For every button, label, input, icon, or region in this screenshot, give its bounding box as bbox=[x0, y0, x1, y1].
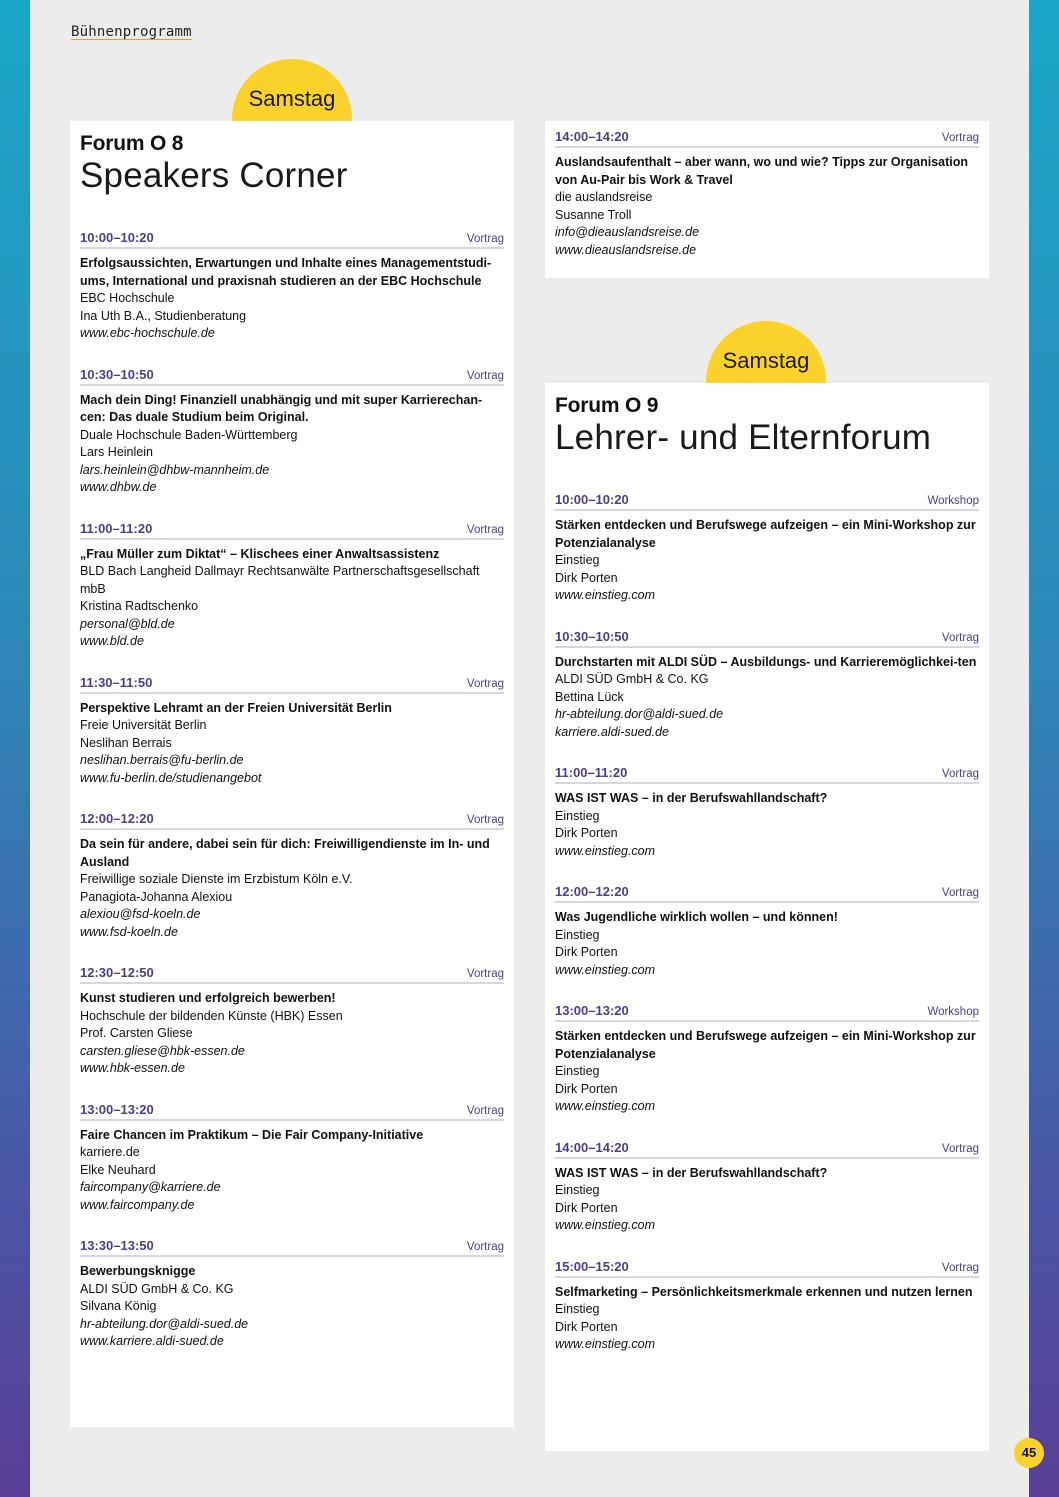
entry-email: faircompany@karriere.de bbox=[80, 1180, 221, 1194]
section-label: Bühnenprogramm bbox=[71, 24, 192, 40]
entry-type: Vortrag bbox=[466, 369, 504, 382]
entry-title: Erfolgsaussichten, Erwartungen und Inhalte eines Managementstudi-ums, International und praxisnah studieren an der EBC Hochschule bbox=[80, 256, 492, 288]
entry-email: info@dieauslandsreise.de bbox=[555, 225, 700, 239]
entry-organization: Einstieg bbox=[555, 808, 600, 823]
entry-organization: BLD Bach Langheid Dallmayr Rechtsanwälte Partnerschaftsgesellschaft mbB bbox=[80, 564, 480, 596]
entry-title: WAS IST WAS – in der Berufswahllandschaft? bbox=[555, 1165, 828, 1180]
entry-time: 14:00–14:20 bbox=[555, 1139, 629, 1155]
entry-speaker: Dirk Porten bbox=[555, 826, 618, 840]
entry-organization: Einstieg bbox=[555, 1302, 600, 1316]
forum8-continued-entries bbox=[555, 129, 979, 259]
program-entry bbox=[80, 965, 504, 1078]
entry-email: lars.heinlein@dhbw-mannheim.de bbox=[80, 462, 270, 477]
program-entry bbox=[80, 1102, 504, 1215]
program-entry bbox=[555, 1259, 979, 1354]
program-entry bbox=[555, 1003, 979, 1116]
entry-organization: Freiwillige soziale Dienste im Erzbistum Köln e.V. bbox=[80, 872, 353, 886]
entry-type: Vortrag bbox=[941, 631, 979, 644]
entry-time: 13:00–13:20 bbox=[555, 1003, 629, 1018]
entry-title: Kunst studieren und erfolgreich bewerben! bbox=[80, 991, 336, 1005]
entry-website: www.bld.de bbox=[80, 634, 144, 648]
entry-header bbox=[80, 230, 504, 249]
program-entry bbox=[80, 675, 504, 788]
entry-organization: Freie Universität Berlin bbox=[80, 718, 207, 732]
entry-organization: Einstieg bbox=[555, 927, 600, 942]
entry-time: 12:30–12:50 bbox=[80, 965, 154, 980]
entry-organization: Duale Hochschule Baden-Württemberg bbox=[80, 427, 298, 442]
program-entry bbox=[80, 521, 504, 651]
entry-website: www.fu-berlin.de/studienangebot bbox=[80, 770, 262, 785]
entry-website: www.fsd-koeln.de bbox=[80, 924, 178, 939]
entry-website: www.einstieg.com bbox=[555, 1337, 656, 1351]
entry-speaker: Dirk Porten bbox=[555, 1319, 618, 1334]
entry-email: carsten.gliese@hbk-essen.de bbox=[80, 1043, 245, 1058]
entry-email: alexiou@fsd-koeln.de bbox=[80, 907, 201, 921]
forum8-panel bbox=[70, 121, 514, 1427]
entry-time: 10:00–10:20 bbox=[80, 230, 154, 245]
program-entry bbox=[555, 129, 979, 259]
entry-time: 14:00–14:20 bbox=[555, 129, 629, 144]
entry-organization: Einstieg bbox=[555, 553, 600, 567]
entry-title: Mach dein Ding! Finanziell unabhängig und mit super Karrierechan-cen: Das duale Studium beim Original. bbox=[80, 392, 483, 424]
program-entry bbox=[555, 1140, 979, 1235]
entry-type: Vortrag bbox=[466, 677, 504, 690]
entry-time: 15:00–15:20 bbox=[555, 1258, 629, 1274]
program-entry bbox=[555, 492, 979, 605]
forum9-entries bbox=[555, 492, 979, 1354]
entry-speaker: Kristina Radtschenko bbox=[80, 599, 199, 613]
entry-website: www.ebc-hochschule.de bbox=[80, 326, 215, 340]
program-entry bbox=[80, 230, 504, 343]
entry-website: www.einstieg.com bbox=[555, 962, 656, 977]
entry-type: Vortrag bbox=[466, 523, 504, 536]
entry-speaker: Dirk Porten bbox=[555, 570, 618, 585]
day-tab-label: Samstag bbox=[248, 86, 336, 111]
entry-type: Vortrag bbox=[466, 814, 504, 826]
program-entry bbox=[555, 765, 979, 860]
forum-subtitle: Lehrer- und Elternforum bbox=[555, 418, 932, 457]
entry-organization: EBC Hochschule bbox=[80, 291, 175, 305]
entry-time: 11:30–11:50 bbox=[80, 674, 153, 690]
entry-type: Vortrag bbox=[466, 233, 504, 245]
entry-email: hr-abteilung.dor@aldi-sued.de bbox=[80, 1316, 249, 1331]
entry-time: 12:00–12:20 bbox=[555, 884, 629, 899]
program-entry bbox=[80, 811, 504, 941]
entry-website: www.dhbw.de bbox=[80, 480, 157, 494]
entry-time: 10:30–10:50 bbox=[80, 366, 154, 382]
entry-speaker: Dirk Porten bbox=[555, 945, 618, 959]
entry-email: personal@bld.de bbox=[80, 616, 175, 631]
entry-title: WAS IST WAS – in der Berufswahllandschaft? bbox=[555, 791, 828, 805]
page-number-badge: 45 bbox=[1014, 1438, 1044, 1468]
entry-header bbox=[555, 884, 979, 903]
entry-organization: die auslandsreise bbox=[555, 190, 653, 204]
entry-speaker: Neslihan Berrais bbox=[80, 735, 172, 750]
entry-speaker: Lars Heinlein bbox=[80, 445, 153, 459]
entry-type: Vortrag bbox=[466, 1104, 504, 1117]
entry-title: Da sein für andere, dabei sein für dich: Freiwilligendienste im In- und Ausland bbox=[80, 837, 490, 869]
entry-header bbox=[555, 1003, 979, 1022]
entry-type: Vortrag bbox=[941, 768, 979, 780]
entry-website: www.hbk-essen.de bbox=[80, 1061, 185, 1075]
entry-header bbox=[555, 765, 979, 784]
forum-title: Forum O 9 bbox=[555, 394, 659, 417]
entry-type: Vortrag bbox=[466, 1241, 504, 1253]
entry-title: „Frau Müller zum Diktat“ – Klischees einer Anwaltsassistenz bbox=[80, 546, 440, 561]
forum-subtitle: Speakers Corner bbox=[80, 156, 348, 195]
entry-title: Was Jugendliche wirklich wollen – und können! bbox=[555, 910, 838, 924]
entry-time: 13:30–13:50 bbox=[80, 1238, 154, 1253]
entry-title: Perspektive Lehramt an der Freien Universität Berlin bbox=[80, 700, 392, 715]
entry-organization: Einstieg bbox=[555, 1183, 600, 1197]
entry-speaker: Elke Neuhard bbox=[80, 1162, 156, 1177]
entry-speaker: Dirk Porten bbox=[555, 1200, 618, 1215]
entry-organization: Hochschule der bildenden Künste (HBK) Essen bbox=[80, 1008, 343, 1023]
entry-title: Bewerbungsknigge bbox=[80, 1264, 196, 1278]
entry-speaker: Panagiota-Johanna Alexiou bbox=[80, 889, 233, 904]
entry-type: Vortrag bbox=[941, 1261, 979, 1274]
entry-speaker: Susanne Troll bbox=[555, 207, 632, 222]
entry-website: www.dieauslandsreise.de bbox=[555, 242, 697, 257]
entry-title: Faire Chancen im Praktikum – Die Fair Company-Initiative bbox=[80, 1127, 424, 1142]
entry-header bbox=[80, 675, 504, 694]
entry-website: www.einstieg.com bbox=[555, 588, 656, 602]
forum8-continued-panel bbox=[545, 121, 989, 278]
program-entry bbox=[555, 884, 979, 979]
entry-time: 10:30–10:50 bbox=[555, 628, 629, 644]
forum9-panel bbox=[545, 383, 989, 1451]
left-gradient-edge bbox=[0, 0, 30, 1497]
entry-header bbox=[80, 521, 504, 540]
forum-title: Forum O 8 bbox=[80, 132, 184, 155]
entry-speaker: Ina Uth B.A., Studienberatung bbox=[80, 308, 247, 323]
entry-type: Vortrag bbox=[941, 132, 979, 144]
entry-header bbox=[80, 1238, 504, 1257]
entry-type: Vortrag bbox=[941, 887, 979, 899]
entry-time: 11:00–11:20 bbox=[555, 765, 628, 780]
entry-time: 11:00–11:20 bbox=[80, 520, 153, 536]
program-entry bbox=[555, 629, 979, 742]
entry-speaker: Silvana König bbox=[80, 1299, 157, 1313]
entry-header bbox=[555, 1259, 979, 1278]
entry-header bbox=[80, 367, 504, 386]
program-entry bbox=[80, 367, 504, 497]
entry-header bbox=[555, 1140, 979, 1159]
entry-email: hr-abteilung.dor@aldi-sued.de bbox=[555, 707, 724, 721]
entry-title: Durchstarten mit ALDI SÜD – Ausbildungs- und Karrieremöglichkei-ten bbox=[555, 654, 977, 669]
entry-website: www.einstieg.com bbox=[555, 1099, 656, 1113]
forum8-entries bbox=[80, 230, 504, 1351]
entry-organization: ALDI SÜD GmbH & Co. KG bbox=[555, 672, 709, 686]
entry-organization: Einstieg bbox=[555, 1064, 600, 1078]
entry-website: www.karriere.aldi-sued.de bbox=[80, 1334, 224, 1348]
entry-organization: ALDI SÜD GmbH & Co. KG bbox=[80, 1281, 234, 1296]
entry-website: www.einstieg.com bbox=[555, 843, 656, 858]
right-gradient-edge bbox=[1029, 0, 1059, 1497]
entry-header bbox=[555, 629, 979, 648]
entry-speaker: Prof. Carsten Gliese bbox=[80, 1026, 193, 1040]
entry-time: 13:00–13:20 bbox=[80, 1101, 154, 1117]
entry-email: neslihan.berrais@fu-berlin.de bbox=[80, 753, 244, 767]
entry-title: Stärken entdecken und Berufswege aufzeigen – ein Mini-Workshop zur Potenzialanalyse bbox=[555, 518, 976, 550]
entry-header bbox=[80, 1102, 504, 1121]
entry-header bbox=[80, 965, 504, 984]
entry-header bbox=[555, 129, 979, 148]
entry-type: Workshop bbox=[927, 495, 979, 507]
entry-organization: karriere.de bbox=[80, 1145, 140, 1159]
day-tab-forum9 bbox=[706, 321, 826, 383]
day-tab-forum8 bbox=[232, 59, 352, 121]
entry-website: www.einstieg.com bbox=[555, 1218, 656, 1232]
entry-header bbox=[80, 811, 504, 830]
entry-website: www.faircompany.de bbox=[80, 1197, 195, 1212]
entry-title: Selfmarketing – Persönlichkeitsmerkmale erkennen und nutzen lernen bbox=[555, 1284, 973, 1299]
program-entry bbox=[80, 1238, 504, 1351]
entry-time: 10:00–10:20 bbox=[555, 492, 629, 507]
entry-type: Vortrag bbox=[941, 1142, 979, 1155]
entry-speaker: Dirk Porten bbox=[555, 1081, 618, 1096]
entry-type: Vortrag bbox=[466, 968, 504, 980]
entry-speaker: Bettina Lück bbox=[555, 689, 624, 704]
entry-title: Stärken entdecken und Berufswege aufzeigen – ein Mini-Workshop zur Potenzialanalyse bbox=[555, 1029, 976, 1061]
entry-type: Workshop bbox=[927, 1006, 979, 1018]
entry-website: karriere.aldi-sued.de bbox=[555, 724, 669, 739]
day-tab-label: Samstag bbox=[722, 348, 810, 373]
entry-header bbox=[555, 492, 979, 511]
entry-time: 12:00–12:20 bbox=[80, 811, 154, 826]
entry-title: Auslandsaufenthalt – aber wann, wo und wie? Tipps zur Organisation von Au-Pair bis Work & Travel bbox=[555, 155, 969, 187]
